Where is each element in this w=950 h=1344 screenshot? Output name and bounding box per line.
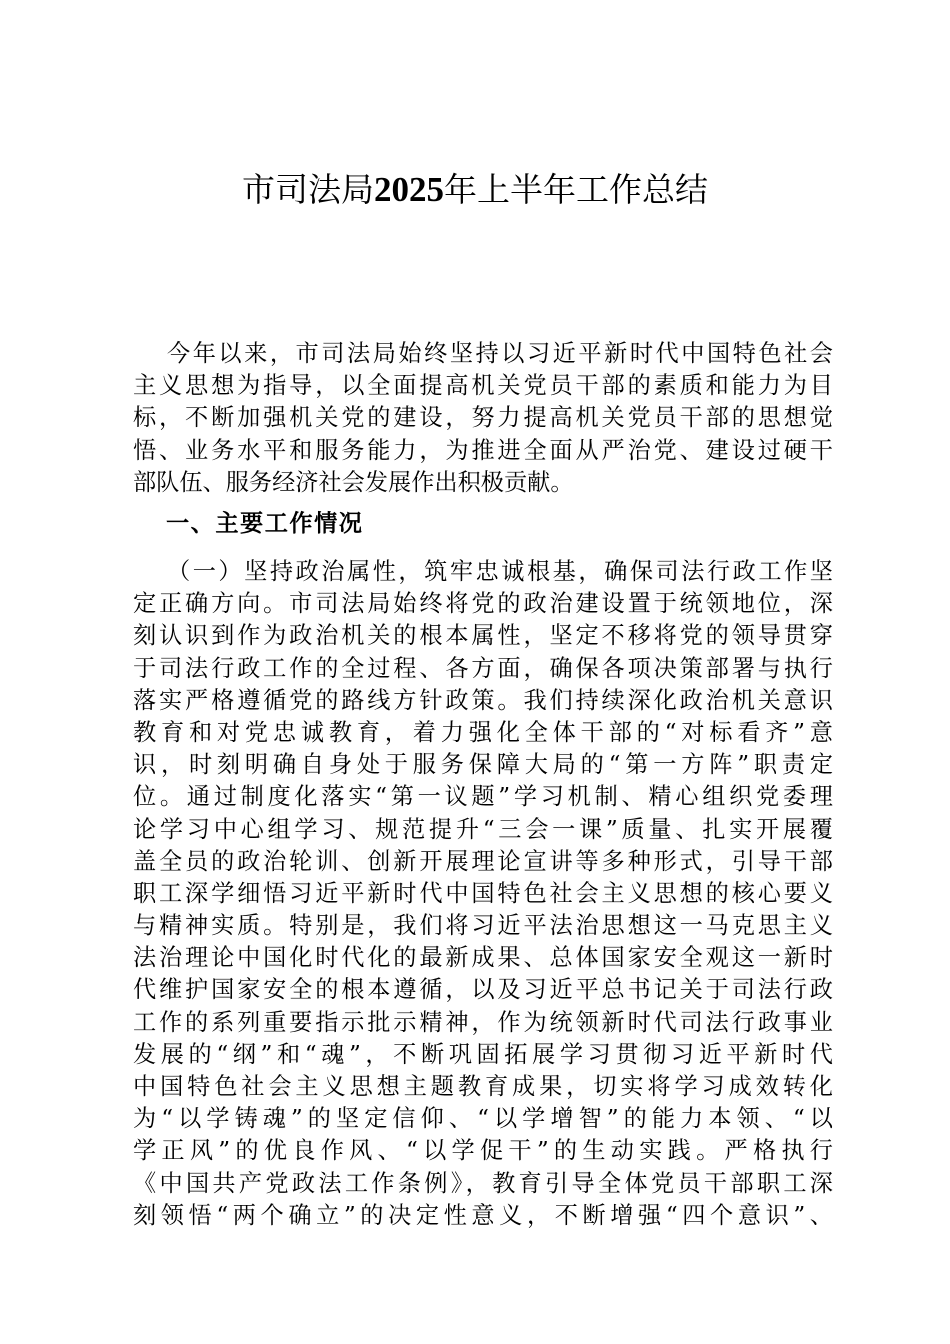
section1-line: 《中国共产党政法工作条例》，教育引导全体党员干部职工深: [133, 1169, 833, 1197]
intro-line: 悟、业务水平和服务能力，为推进全面从严治党、建设过硬干: [133, 436, 833, 464]
section1-line: 刻领悟“两个确立”的决定性意义，不断增强“四个意识”、: [133, 1201, 833, 1229]
title-prefix: 市司法局: [242, 170, 374, 209]
section1-line: 位。通过制度化落实“第一议题”学习机制、精心组织党委理: [133, 783, 833, 811]
intro-line: 标，不断加强机关党的建设，努力提高机关党员干部的思想觉: [133, 404, 833, 432]
intro-paragraph: [133, 338, 833, 499]
document-title: [0, 168, 950, 212]
section1-line: 学正风”的优良作风、“以学促干”的生动实践。严格执行: [133, 1137, 833, 1165]
intro-line: 今年以来，市司法局始终坚持以习近平新时代中国特色社会: [167, 340, 833, 367]
section1-line: 与精神实质。特别是，我们将习近平法治思想这一马克思主义: [133, 912, 833, 940]
section1-line: 落实严格遵循党的路线方针政策。我们持续深化政治机关意识: [133, 686, 833, 714]
section1-line: 盖全员的政治轮训、创新开展理论宣讲等多种形式，引导干部: [133, 847, 833, 875]
section1-line: 工作的系列重要指示批示精神，作为统领新时代司法行政事业: [133, 1008, 833, 1036]
section1-line: 于司法行政工作的全过程、各方面，确保各项决策部署与执行: [133, 654, 833, 682]
section1-line: 教育和对党忠诚教育，着力强化全体干部的“对标看齐”意: [133, 718, 833, 746]
intro-line: 部队伍、服务经济社会发展作出积极贡献。: [133, 468, 574, 496]
section1-line: 发展的“纲”和“魂”，不断巩固拓展学习贯彻习近平新时代: [133, 1040, 833, 1068]
section1-line: 论学习中心组学习、规范提升“三会一课”质量、扎实开展覆: [133, 815, 833, 843]
section1-line: 法治理论中国化时代化的最新成果、总体国家安全观这一新时: [133, 944, 833, 972]
title-year: 2025: [374, 170, 444, 209]
section1-line: 定正确方向。市司法局始终将党的政治建设置于统领地位，深: [133, 590, 833, 618]
section1-line: 刻认识到作为政治机关的根本属性，坚定不移将党的领导贯穿: [133, 622, 833, 650]
section1-line: 中国特色社会主义思想主题教育成果，切实将学习成效转化: [133, 1073, 833, 1100]
title-suffix: 年上半年工作总结: [444, 170, 708, 209]
section1-line: （一）坚持政治属性，筑牢忠诚根基，确保司法行政工作坚: [167, 558, 833, 585]
section1-line: 代维护国家安全的根本遵循，以及习近平总书记关于司法行政: [133, 976, 833, 1004]
section-heading: 一、主要工作情况: [166, 510, 364, 537]
section1-line: 识，时刻明确自身处于服务保障大局的“第一方阵”职责定: [133, 751, 833, 779]
section1-line: 职工深学细悟习近平新时代中国特色社会主义思想的核心要义: [133, 879, 833, 907]
section1-paragraph: [133, 556, 833, 1232]
section1-line: 为“以学铸魂”的坚定信仰、“以学增智”的能力本领、“以: [133, 1105, 833, 1133]
intro-line: 主义思想为指导，以全面提高机关党员干部的素质和能力为目: [133, 372, 833, 400]
